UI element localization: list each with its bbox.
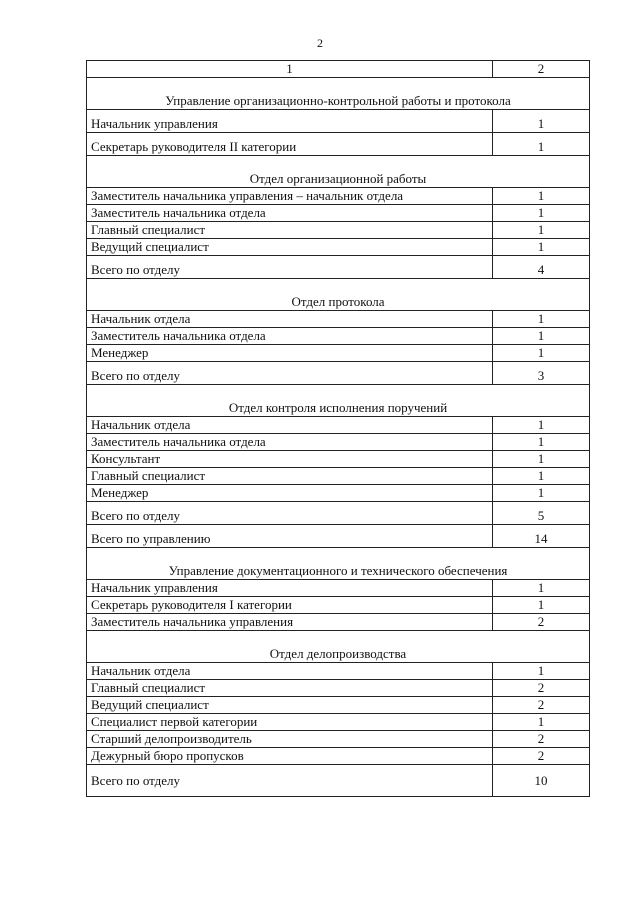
table-row [87, 417, 590, 434]
position-count: 1 [493, 311, 590, 328]
position-count: 1 [493, 468, 590, 485]
table-row [87, 328, 590, 345]
position-count: 1 [493, 580, 590, 597]
position-name: Всего по отделу [87, 765, 493, 797]
section-heading: Управление документационного и технического обеспечения [87, 548, 590, 580]
position-count: 1 [493, 451, 590, 468]
position-count: 1 [493, 133, 590, 156]
position-name: Начальник управления [87, 580, 493, 597]
position-name: Менеджер [87, 485, 493, 502]
position-name: Секретарь руководителя I категории [87, 597, 493, 614]
position-name: Ведущий специалист [87, 239, 493, 256]
position-name: Старший делопроизводитель [87, 731, 493, 748]
position-count: 2 [493, 748, 590, 765]
section-heading-row [87, 156, 590, 188]
table-header-row [87, 61, 590, 78]
table-row [87, 614, 590, 631]
position-name: Начальник отдела [87, 311, 493, 328]
position-count: 2 [493, 614, 590, 631]
position-count: 2 [493, 697, 590, 714]
table-row [87, 345, 590, 362]
position-name: Заместитель начальника управления [87, 614, 493, 631]
position-name: Всего по управлению [87, 525, 493, 548]
table-row [87, 362, 590, 385]
position-name: Секретарь руководителя II категории [87, 133, 493, 156]
section-heading: Отдел контроля исполнения поручений [87, 385, 590, 417]
section-heading-row [87, 548, 590, 580]
section-heading-row [87, 631, 590, 663]
section-heading-row [87, 385, 590, 417]
position-count: 2 [493, 731, 590, 748]
position-name: Специалист первой категории [87, 714, 493, 731]
position-count: 1 [493, 345, 590, 362]
position-count: 1 [493, 328, 590, 345]
table-row [87, 239, 590, 256]
table-row [87, 188, 590, 205]
position-count: 1 [493, 205, 590, 222]
position-count: 1 [493, 222, 590, 239]
table-row [87, 502, 590, 525]
position-count: 1 [493, 110, 590, 133]
table-row [87, 311, 590, 328]
position-count: 1 [493, 663, 590, 680]
position-name: Главный специалист [87, 468, 493, 485]
table-row [87, 748, 590, 765]
position-count: 1 [493, 239, 590, 256]
position-count: 1 [493, 188, 590, 205]
position-name: Главный специалист [87, 222, 493, 239]
section-heading-row [87, 279, 590, 311]
section-heading: Отдел протокола [87, 279, 590, 311]
table-row [87, 714, 590, 731]
header-col-2: 2 [493, 61, 590, 78]
table-row [87, 525, 590, 548]
table-row [87, 222, 590, 239]
position-name: Заместитель начальника управления – начальник отдела [87, 188, 493, 205]
table-row [87, 580, 590, 597]
table-row [87, 663, 590, 680]
page-number: 2 [317, 36, 323, 50]
table-row [87, 205, 590, 222]
table-row [87, 256, 590, 279]
header-col-1: 1 [87, 61, 493, 78]
table-row [87, 133, 590, 156]
table-row [87, 597, 590, 614]
section-heading: Отдел делопроизводства [87, 631, 590, 663]
position-name: Всего по отделу [87, 256, 493, 279]
position-name: Менеджер [87, 345, 493, 362]
staff-table [86, 60, 590, 797]
position-name: Начальник управления [87, 110, 493, 133]
position-count: 1 [493, 434, 590, 451]
staff-table-body [87, 61, 590, 797]
position-name: Всего по отделу [87, 362, 493, 385]
position-count: 5 [493, 502, 590, 525]
position-count: 4 [493, 256, 590, 279]
table-row [87, 731, 590, 748]
position-count: 14 [493, 525, 590, 548]
table-row [87, 468, 590, 485]
position-count: 1 [493, 714, 590, 731]
position-name: Ведущий специалист [87, 697, 493, 714]
position-count: 1 [493, 417, 590, 434]
table-row [87, 434, 590, 451]
position-name: Начальник отдела [87, 417, 493, 434]
position-name: Дежурный бюро пропусков [87, 748, 493, 765]
position-name: Начальник отдела [87, 663, 493, 680]
table-row [87, 110, 590, 133]
table-row [87, 697, 590, 714]
position-count: 3 [493, 362, 590, 385]
table-row [87, 680, 590, 697]
table-row [87, 451, 590, 468]
position-count: 1 [493, 597, 590, 614]
section-heading-row [87, 78, 590, 110]
position-name: Консультант [87, 451, 493, 468]
position-count: 10 [493, 765, 590, 797]
table-row [87, 485, 590, 502]
section-heading: Управление организационно-контрольной работы и протокола [87, 78, 590, 110]
position-name: Заместитель начальника отдела [87, 434, 493, 451]
position-count: 1 [493, 485, 590, 502]
section-heading: Отдел организационной работы [87, 156, 590, 188]
position-name: Заместитель начальника отдела [87, 328, 493, 345]
position-name: Всего по отделу [87, 502, 493, 525]
position-name: Заместитель начальника отдела [87, 205, 493, 222]
position-count: 2 [493, 680, 590, 697]
position-name: Главный специалист [87, 680, 493, 697]
table-row [87, 765, 590, 797]
